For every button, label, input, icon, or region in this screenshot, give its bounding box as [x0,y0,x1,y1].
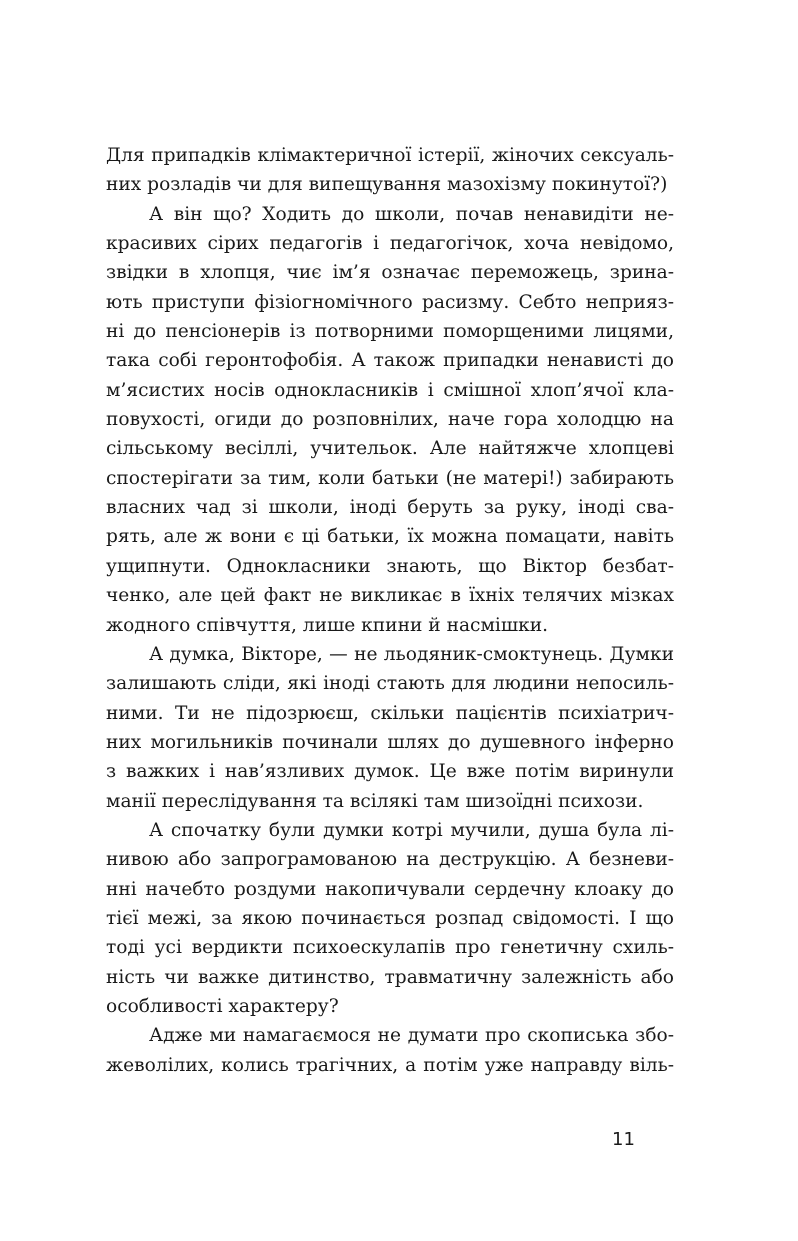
text-line: А він що? Ходить до школи, почав ненавидіти не- [149,203,674,225]
text-line: Для припадків клімактеричної істерії, жіночих сексуаль- [106,145,674,166]
text-line: них могильників починали шлях до душевного інферно [106,731,674,753]
text-line: з важких і нав’язливих думок. Це вже потім виринули [106,761,674,783]
text-line: красивих сірих педагогів і педагогічок, хоча невідомо, [106,233,674,255]
text-line: сільському весіллі, учительок. Але найтяжче хлопцеві [106,438,674,460]
text-line: нивою або запрограмованою на деструкцію. А безневи- [106,849,674,871]
text-line: звідки в хлопця, чиє ім’я означає переможець, зрина- [106,262,674,284]
text-line: рять, але ж вони є ці батьки, їх можна помацати, навіть [106,526,674,548]
text-line: нні начебто роздуми накопичували сердечну клоаку до [106,878,674,900]
text-line: них розладів чи для випещування мазохізму покинутої?) [106,174,668,196]
text-line: тієї межі, за якою починається розпад свідомості. І що [106,907,674,929]
text-line: жеволілих, колись трагічних, а потім уже направду віль- [106,1054,674,1076]
text-line: А думка, Вікторе, — не льодяник-смоктунець. Думки [149,643,674,665]
text-line: ні до пенсіонерів із потворними поморщеними лицями, [106,321,674,343]
text-line: жодного співчуття, лише кпини й насмішки. [106,614,549,636]
text-line: Адже ми намагаємося не думати про скописька збо- [149,1025,674,1047]
page-text [106,141,674,1080]
text-line: ущипнути. Однокласники знають, що Віктор безбат- [106,555,674,577]
text-line: ність чи важке дитинство, травматичну залежність або [106,966,674,988]
text-line: ними. Ти не підозрюєш, скільки пацієнтів психіатрич- [106,702,674,724]
page-number: 11 [612,1129,635,1150]
text-line: тоді усі вердикти психоескулапів про генетичну схиль- [106,937,674,959]
text-line: особливості характеру? [106,995,339,1017]
text-line: манії переслідування та всілякі там шизоїдні психози. [106,790,644,812]
text-line: А спочатку були думки котрі мучили, душа була лі- [149,819,674,841]
text-line: м’ясистих носів однокласників і смішної хлоп’ячої кла- [106,379,674,401]
text-line: спостерігати за тим, коли батьки (не матері!) забирають [106,467,674,489]
text-line: ють приступи фізіогномічного расизму. Себто неприяз- [106,291,674,313]
text-line: повухості, огиди до розповнілих, наче гора холодцю на [106,409,674,431]
text-line: така собі геронтофобія. А також припадки ненависті до [106,350,674,372]
text-line: залишають сліди, які іноді стають для людини непосиль- [106,673,674,695]
text-line: власних чад зі школи, іноді беруть за руку, іноді сва- [106,497,674,519]
text-line: ченко, але цей факт не викликає в їхніх телячих мізках [106,585,674,607]
